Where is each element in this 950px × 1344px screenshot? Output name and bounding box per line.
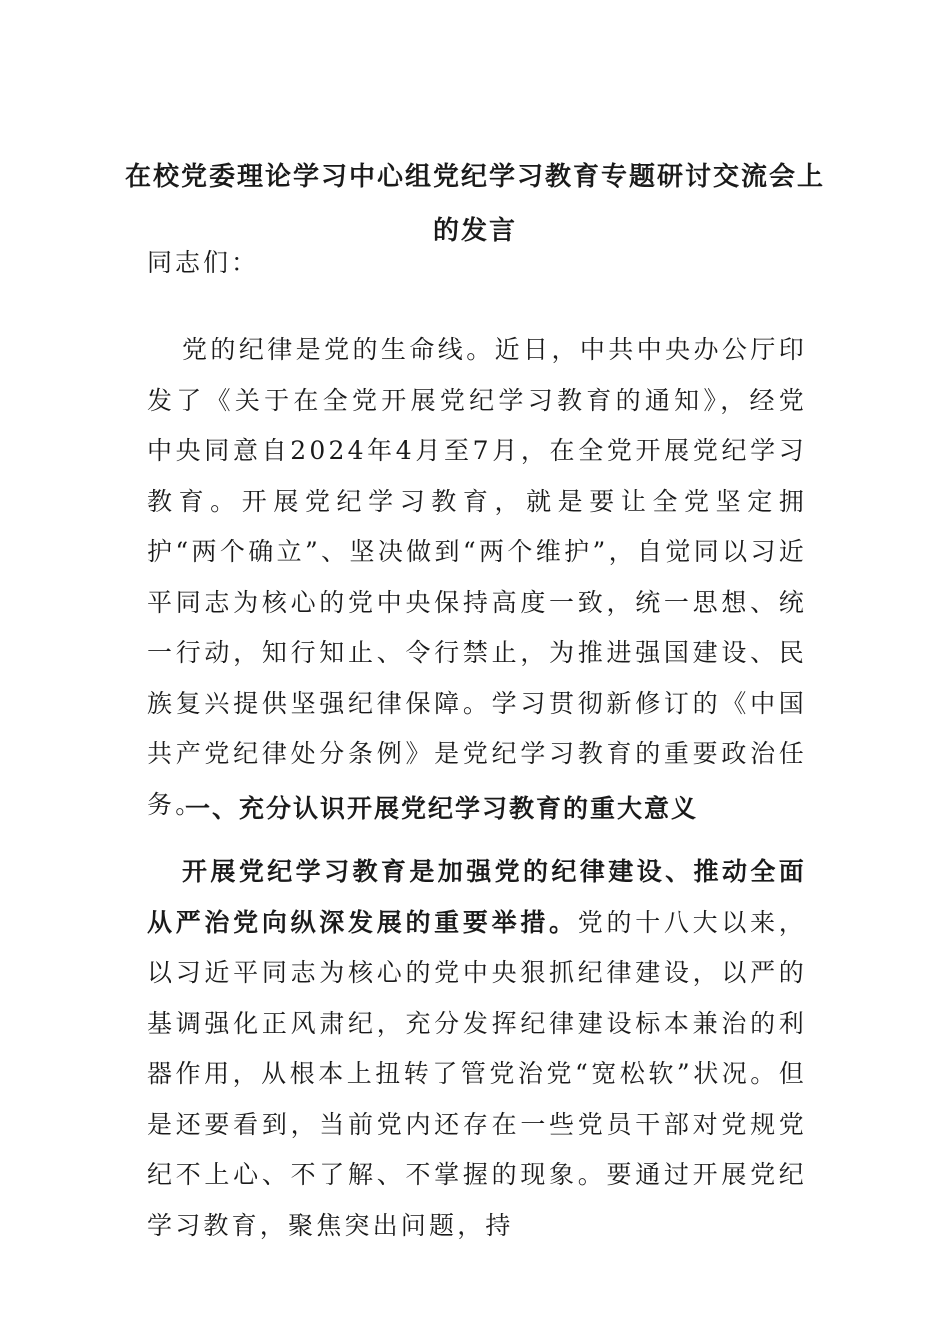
document-title: 在校党委理论学习中心组党纪学习教育专题研讨交流会上的发言 xyxy=(124,162,825,246)
salutation: 同志们： xyxy=(147,248,260,277)
paragraph-lead-sentence: 开展党纪学习教育是加强党的纪律建设、推动全面从严治党向纵深发展的重要举措。 xyxy=(147,857,807,937)
section-heading-1: 一、充分认识开展党纪学习教育的重大意义 xyxy=(185,794,699,823)
paragraph-body-text: 党的十八大以来，以习近平同志为核心的党中央狠抓纪律建设，以严的基调强化正风肃纪，充分发挥纪律建设标本兼治的利器作用，从根本上扭转了管党治党“宽松软”状况。但是还要看到，当前党内还存在一些党员干部对党规党纪不上心、不了解、不掌握的现象。要通过开展党纪学习教育，聚焦突出问题，持 xyxy=(147,907,807,1240)
paragraph-intro: 党的纪律是党的生命线。近日，中共中央办公厅印发了《关于在全党开展党纪学习教育的通知》，经党中央同意自2024年4月至7月，在全党开展党纪学习教育。开展党纪学习教育，就是要让全党坚定拥护“两个确立”、坚决做到“两个维护”，自觉同以习近平同志为核心的党中央保持高度一致，统一思想、统一行动，知行知止、令行禁止，为推进强国建设、民族复兴提供坚强纪律保障。学习贯彻新修订的《中国共产党纪律处分条例》是党纪学习教育的重要政治任务。 xyxy=(147,335,807,819)
paragraph-significance xyxy=(147,847,807,1251)
